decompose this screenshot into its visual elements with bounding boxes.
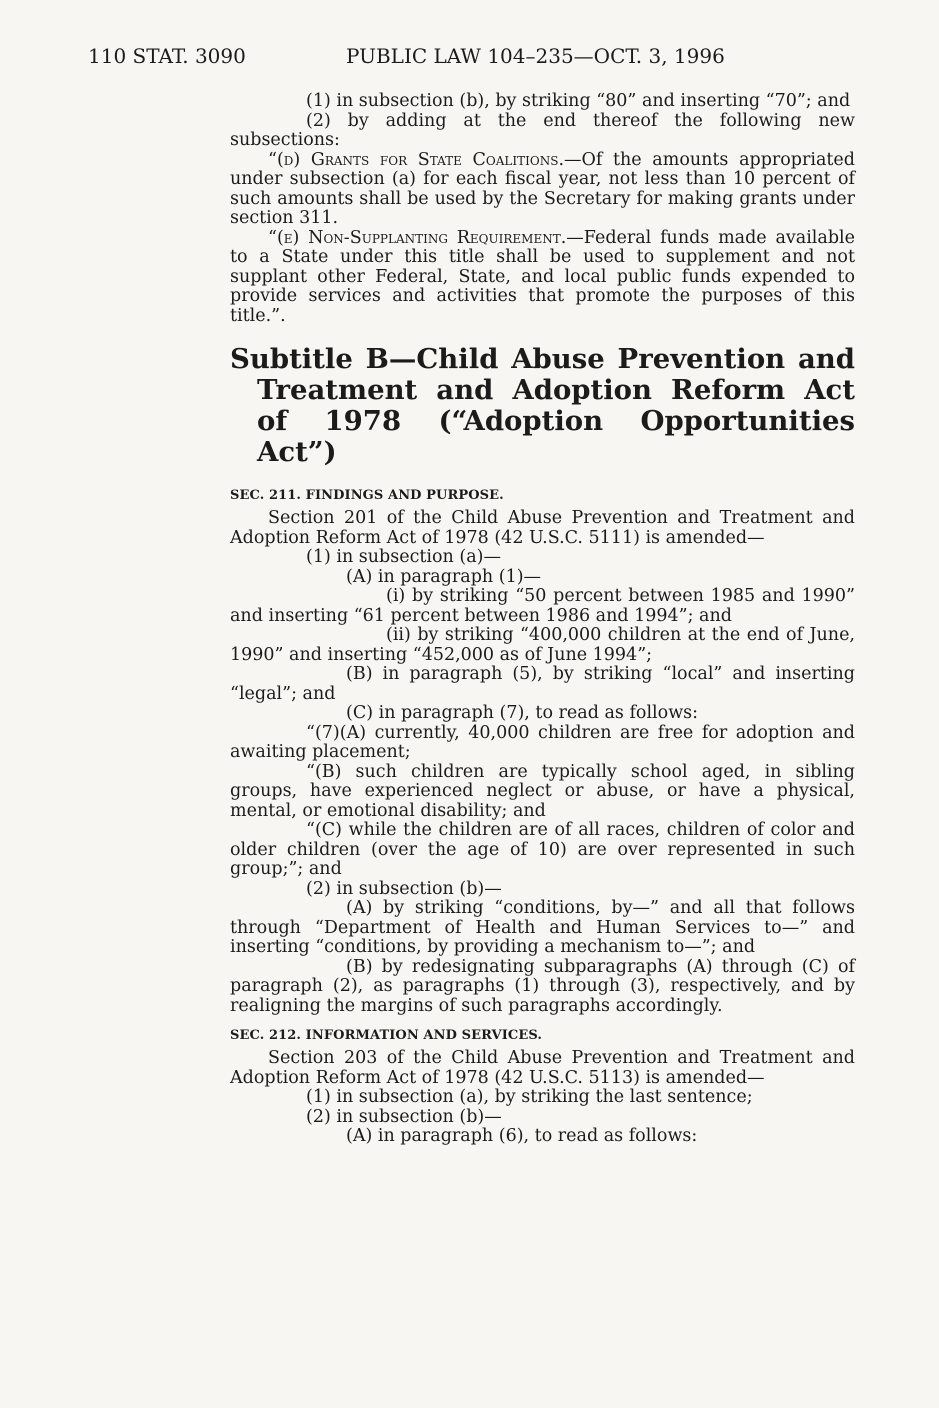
amendment-line: (1) in subsection (a)— xyxy=(306,547,501,567)
subsection-e xyxy=(230,229,855,327)
amendment-line: (1) in subsection (a), by striking the last sentence; xyxy=(306,1087,753,1107)
section-211-heading: SEC. 211. FINDINGS AND PURPOSE. xyxy=(230,488,504,503)
amendment-line: (B) by redesignating subparagraphs (A) through (C) of paragraph (2), as paragraphs (1) through (3), respectively, and by realigning the margins of such paragraphs accordingly. xyxy=(230,956,855,1016)
stat-page-number: 110 STAT. 3090 xyxy=(88,44,246,68)
subsection-d-heading: “(d) Grants for State Coalitions. xyxy=(268,149,565,170)
amendment-item-2: (2) by adding at the end thereof the following new subsections: xyxy=(230,110,855,150)
running-head xyxy=(88,44,857,74)
section-212-heading: SEC. 212. INFORMATION AND SERVICES. xyxy=(230,1028,543,1043)
subtitle-heading: Subtitle B—Child Abuse Prevention and Treatment and Adoption Reform Act of 1978 (“Adoption Opportunities Act”) xyxy=(230,343,855,468)
section-211-list xyxy=(230,548,855,1016)
section-212-list xyxy=(230,1088,855,1147)
amendment-line: “(7)(A) currently, 40,000 children are free for adoption and awaiting placement; xyxy=(230,722,855,762)
section-211-intro: Section 201 of the Child Abuse Prevention and Treatment and Adoption Reform Act of 1978 (42 U.S.C. 5111) is amended— xyxy=(230,508,855,548)
amendment-line: “(C) while the children are of all races, children of color and older children (over the age of 10) are over represented in such group;”; and xyxy=(230,820,855,879)
amendment-line: (2) in subsection (b)— xyxy=(306,1106,502,1127)
amendment-line: “(B) such children are typically school aged, in sibling groups, have experienced neglect or abuse, or have a physical, mental, or emotional disability; and xyxy=(230,761,855,821)
amendment-line: (C) in paragraph (7), to read as follows: xyxy=(346,703,699,723)
section-212-intro: Section 203 of the Child Abuse Prevention and Treatment and Adoption Reform Act of 1978 (42 U.S.C. 5113) is amended— xyxy=(230,1048,855,1088)
main-text xyxy=(230,92,855,1147)
subsection-d-text: —Of the amounts appropriated under subsection (a) for each fiscal year, not less than 10 percent of such amounts shall be used by the Secretary for making grants under section 311. xyxy=(230,149,855,228)
amendment-line: (i) by striking “50 percent between 1985 and 1990” and inserting “61 percent between 1986 and 1994”; and xyxy=(230,586,855,626)
amendment-line: (A) in paragraph (6), to read as follows: xyxy=(346,1126,698,1146)
law-citation: PUBLIC LAW 104–235—OCT. 3, 1996 xyxy=(346,44,725,68)
amendment-line: (A) by striking “conditions, by—” and all that follows through “Department of Health and Human Services to—” and inserting “conditions, by providing a mechanism to—”; and xyxy=(230,898,855,957)
amendment-line: (B) in paragraph (5), by striking “local” and inserting “legal”; and xyxy=(230,664,855,704)
subsection-d xyxy=(230,151,855,229)
subsection-e-heading: “(e) Non-Supplanting Requirement. xyxy=(268,227,567,248)
subsection-e-text: —Federal funds made available to a State under this title shall be used to supplement and not supplant other Federal, State, and local public funds expended to provide services and activities that promote the purposes of this title.”. xyxy=(230,227,855,326)
amendment-line: (2) in subsection (b)— xyxy=(306,878,502,899)
amendment-line: (A) in paragraph (1)— xyxy=(346,566,542,587)
amendment-item-1: (1) in subsection (b), by striking “80” and inserting “70”; and xyxy=(306,91,851,111)
amendment-line: (ii) by striking “400,000 children at the end of June, 1990” and inserting “452,000 as of June 1994”; xyxy=(230,625,855,665)
